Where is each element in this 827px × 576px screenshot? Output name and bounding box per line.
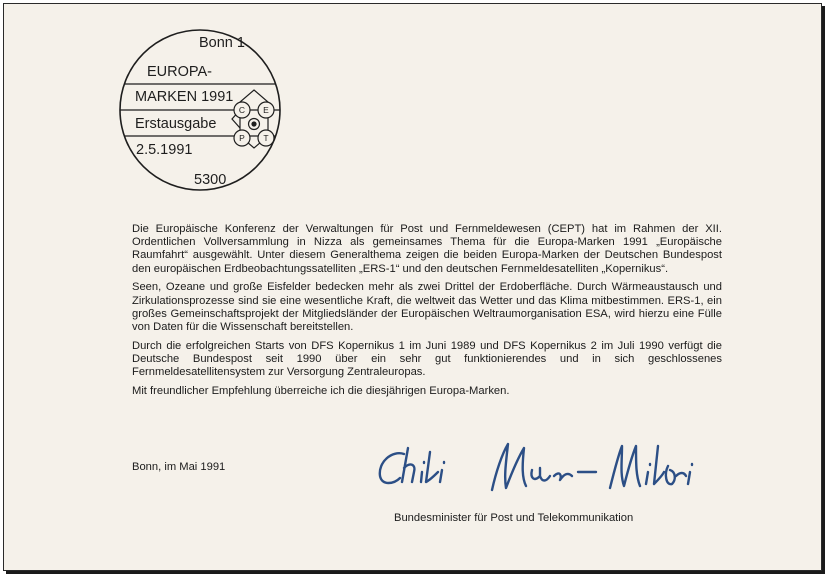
letter-paragraph: Mit freundlicher Empfehlung überreiche ich die diesjährigen Europa-Marken. <box>132 384 510 397</box>
logo-letter-p: P <box>239 133 245 143</box>
logo-letter-t: T <box>263 133 269 143</box>
logo-letter-c: C <box>238 105 246 115</box>
handwritten-signature <box>364 432 724 512</box>
letter-paragraph: Durch die erfolgreichen Starts von DFS Kopernikus 1 im Juni 1989 und DFS Kopernikus 2 im Juli 1990 verfügt die Deutsche Bundespost seit 1990 über ein sehr gut funktionierendes und in sich geschlossenes Fernmeldesatellitensystem zur Versorgung Zentraleuropas. <box>132 339 722 379</box>
signatory-title: Bundesminister für Post und Telekommunikation <box>394 512 634 524</box>
commemorative-card <box>3 3 822 571</box>
postmark-line3: Erstausgabe <box>135 116 217 132</box>
logo-letter-e: E <box>263 105 269 115</box>
letter-paragraph: Seen, Ozeane und große Eisfelder bedecken mehr als zwei Drittel der Erdoberfläche. Durch Wärmeaustausch und Zirkulationsprozesse sind sie eine wesentliche Kraft, die weltweit das Wetter und das Klima mitbestimmen. ERS-1, ein großes Gemeinschaftsprojekt der Mitgliedsländer der Europäischen Weltraumorganisation ESA, wird hierzu eine Fülle von Daten für die Wissenschaft bereitstellen. <box>132 281 722 333</box>
letter-paragraph: Die Europäische Konferenz der Verwaltungen für Post und Fernmeldewesen (CEPT) hat im Rahmen der XII. Ordentlichen Vollversammlung in Nizza als gemeinsames Thema für die Europa-Marken 1991 „Europäische Raumfahrt“ ausgewählt. Unter diesem Generalthema zeigen die beiden Europa-Marken der Deutschen Bundespost den europäischen Erdbeobachtungssatelliten „ERS-1“ und den deutschen Fernmeldesatelliten „Kopernikus“. <box>132 223 722 275</box>
postmark-line1: EUROPA- <box>147 64 212 80</box>
postmark-city: Bonn 1 <box>199 35 245 51</box>
postmark-postcode: 5300 <box>194 172 227 188</box>
letter-body <box>132 223 722 403</box>
postmark-line2: MARKEN 1991 <box>135 89 234 105</box>
postmark <box>114 10 286 210</box>
place-date: Bonn, im Mai 1991 <box>132 461 226 473</box>
postmark-date: 2.5.1991 <box>136 142 193 158</box>
